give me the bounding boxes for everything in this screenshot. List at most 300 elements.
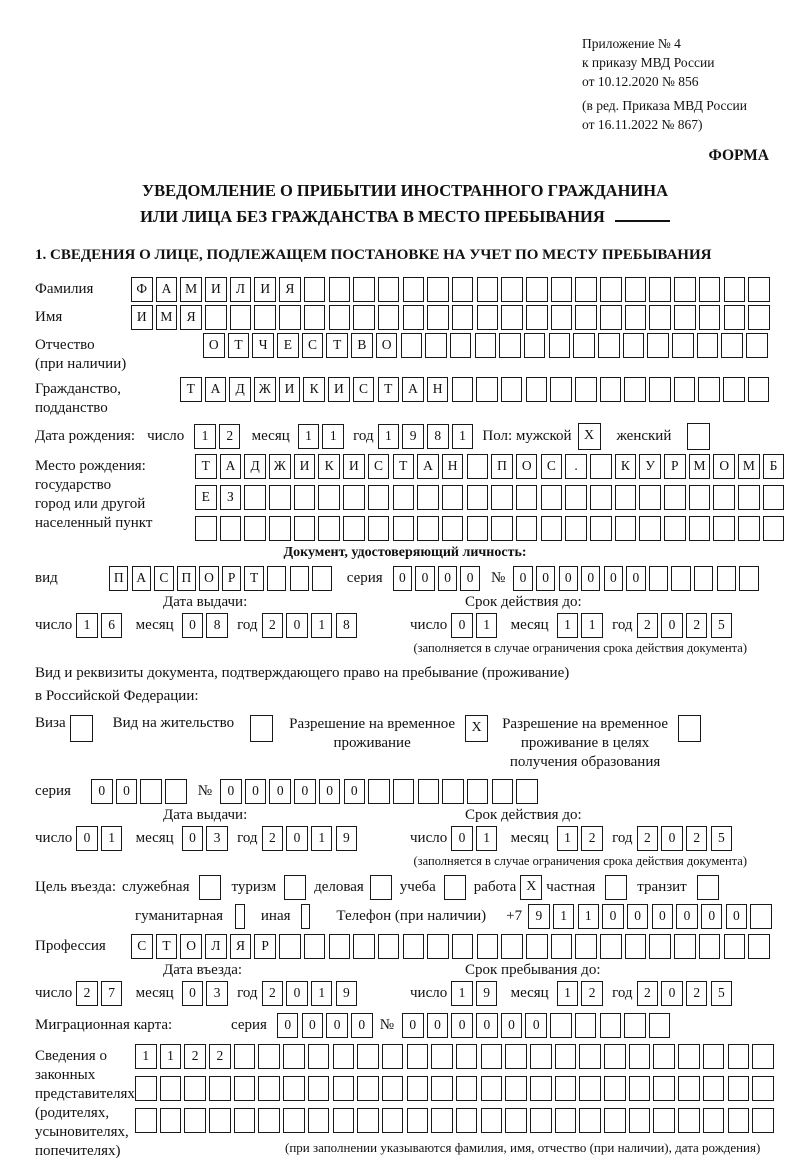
char-box[interactable] [308, 1076, 330, 1101]
char-box[interactable] [476, 377, 498, 402]
char-box[interactable]: 2 [686, 826, 708, 851]
char-box[interactable] [526, 934, 548, 959]
char-box[interactable]: 0 [476, 1013, 498, 1038]
char-box[interactable]: 1 [378, 424, 400, 449]
char-box[interactable]: 2 [209, 1044, 231, 1069]
char-box[interactable] [431, 1076, 453, 1101]
char-box[interactable] [477, 305, 499, 330]
char-box[interactable]: З [220, 485, 242, 510]
char-box[interactable]: 0 [344, 779, 366, 804]
char-box[interactable]: 0 [559, 566, 578, 591]
char-box[interactable]: А [402, 377, 424, 402]
char-box[interactable] [481, 1044, 503, 1069]
char-box[interactable]: 0 [661, 826, 683, 851]
char-box[interactable] [615, 516, 637, 541]
char-box[interactable] [551, 934, 573, 959]
char-box[interactable] [407, 1076, 429, 1101]
doc-kind-boxes[interactable] [109, 566, 335, 591]
entry-year-boxes[interactable] [262, 981, 361, 1006]
char-box[interactable]: 2 [581, 981, 603, 1006]
char-box[interactable] [294, 485, 316, 510]
char-box[interactable] [549, 333, 571, 358]
char-box[interactable] [555, 1076, 577, 1101]
representatives-boxes-row3[interactable] [135, 1108, 777, 1133]
char-box[interactable] [565, 485, 587, 510]
char-box[interactable] [329, 305, 351, 330]
passport-issue-year-boxes[interactable] [262, 613, 361, 638]
sex-male-checkbox[interactable]: X [578, 423, 601, 450]
char-box[interactable]: 1 [578, 904, 600, 929]
char-box[interactable]: М [689, 454, 711, 479]
char-box[interactable] [501, 277, 523, 302]
char-box[interactable]: 0 [427, 1013, 449, 1038]
char-box[interactable] [625, 305, 647, 330]
char-box[interactable]: А [156, 277, 178, 302]
char-box[interactable] [625, 277, 647, 302]
char-box[interactable]: 0 [501, 1013, 523, 1038]
char-box[interactable] [258, 1044, 280, 1069]
doc-number-boxes[interactable] [513, 566, 761, 591]
char-box[interactable] [329, 934, 351, 959]
char-box[interactable]: 1 [581, 613, 603, 638]
char-box[interactable] [258, 1108, 280, 1133]
char-box[interactable]: 1 [311, 981, 333, 1006]
char-box[interactable] [318, 516, 340, 541]
char-box[interactable] [750, 904, 772, 929]
char-box[interactable]: 9 [528, 904, 550, 929]
char-box[interactable] [575, 934, 597, 959]
char-box[interactable] [550, 377, 572, 402]
char-box[interactable] [467, 454, 489, 479]
char-box[interactable] [579, 1076, 601, 1101]
char-box[interactable] [699, 305, 721, 330]
char-box[interactable] [763, 516, 785, 541]
birth-year-boxes[interactable] [378, 424, 477, 449]
char-box[interactable]: И [254, 277, 276, 302]
migration-series-boxes[interactable] [277, 1013, 376, 1038]
char-box[interactable] [283, 1076, 305, 1101]
char-box[interactable]: 0 [326, 1013, 348, 1038]
char-box[interactable] [353, 305, 375, 330]
char-box[interactable] [452, 934, 474, 959]
char-box[interactable] [382, 1076, 404, 1101]
residence-permit-checkbox[interactable] [250, 715, 273, 742]
char-box[interactable] [312, 566, 331, 591]
char-box[interactable]: С [154, 566, 173, 591]
char-box[interactable] [713, 485, 735, 510]
patronymic-boxes[interactable] [203, 333, 771, 358]
char-box[interactable]: 5 [711, 981, 733, 1006]
char-box[interactable] [516, 516, 538, 541]
char-box[interactable] [450, 333, 472, 358]
char-box[interactable] [674, 934, 696, 959]
entry-day-boxes[interactable] [76, 981, 125, 1006]
char-box[interactable] [703, 1108, 725, 1133]
stay-year-boxes[interactable] [637, 981, 736, 1006]
char-box[interactable] [746, 333, 768, 358]
char-box[interactable]: 0 [182, 826, 204, 851]
char-box[interactable]: 1 [160, 1044, 182, 1069]
char-box[interactable] [575, 305, 597, 330]
char-box[interactable] [269, 485, 291, 510]
char-box[interactable]: П [177, 566, 196, 591]
char-box[interactable]: 0 [438, 566, 457, 591]
char-box[interactable]: Т [156, 934, 178, 959]
char-box[interactable] [600, 1013, 622, 1038]
char-box[interactable] [723, 377, 745, 402]
char-box[interactable] [234, 1044, 256, 1069]
char-box[interactable]: 8 [206, 613, 228, 638]
char-box[interactable]: Я [279, 277, 301, 302]
char-box[interactable]: 2 [637, 826, 659, 851]
char-box[interactable]: 1 [553, 904, 575, 929]
char-box[interactable] [467, 516, 489, 541]
char-box[interactable]: 0 [277, 1013, 299, 1038]
char-box[interactable]: А [417, 454, 439, 479]
char-box[interactable]: 2 [262, 826, 284, 851]
char-box[interactable] [649, 377, 671, 402]
char-box[interactable] [378, 934, 400, 959]
char-box[interactable] [382, 1108, 404, 1133]
char-box[interactable]: Е [277, 333, 299, 358]
char-box[interactable] [724, 934, 746, 959]
char-box[interactable]: П [491, 454, 513, 479]
char-box[interactable] [575, 277, 597, 302]
char-box[interactable]: 0 [602, 904, 624, 929]
char-box[interactable]: И [205, 277, 227, 302]
char-box[interactable]: 0 [525, 1013, 547, 1038]
char-box[interactable] [283, 1108, 305, 1133]
char-box[interactable] [184, 1076, 206, 1101]
purpose-humanitarian-checkbox[interactable] [235, 904, 245, 929]
char-box[interactable]: 1 [311, 613, 333, 638]
char-box[interactable] [649, 305, 671, 330]
char-box[interactable] [551, 277, 573, 302]
char-box[interactable]: 0 [536, 566, 555, 591]
char-box[interactable]: 0 [286, 981, 308, 1006]
char-box[interactable]: О [199, 566, 218, 591]
char-box[interactable] [664, 485, 686, 510]
char-box[interactable]: 1 [322, 424, 344, 449]
char-box[interactable]: 0 [220, 779, 242, 804]
char-box[interactable]: С [368, 454, 390, 479]
char-box[interactable] [140, 779, 162, 804]
char-box[interactable] [279, 305, 301, 330]
char-box[interactable] [698, 377, 720, 402]
char-box[interactable] [304, 305, 326, 330]
char-box[interactable] [209, 1108, 231, 1133]
char-box[interactable] [699, 934, 721, 959]
char-box[interactable] [600, 934, 622, 959]
char-box[interactable] [343, 485, 365, 510]
char-box[interactable]: 2 [637, 981, 659, 1006]
char-box[interactable]: Т [180, 377, 202, 402]
temp-residence-edu-checkbox[interactable] [678, 715, 701, 742]
char-box[interactable] [649, 934, 671, 959]
char-box[interactable] [689, 485, 711, 510]
char-box[interactable] [333, 1108, 355, 1133]
char-box[interactable] [403, 305, 425, 330]
char-box[interactable] [304, 934, 326, 959]
char-box[interactable]: Л [205, 934, 227, 959]
char-box[interactable] [752, 1076, 774, 1101]
residence-number-boxes[interactable] [220, 779, 541, 804]
representatives-boxes-row2[interactable] [135, 1076, 777, 1101]
passport-valid-year-boxes[interactable] [637, 613, 736, 638]
char-box[interactable]: М [156, 305, 178, 330]
char-box[interactable]: 0 [76, 826, 98, 851]
char-box[interactable]: Я [180, 305, 202, 330]
phone-boxes[interactable] [528, 904, 775, 929]
char-box[interactable]: 1 [135, 1044, 157, 1069]
char-box[interactable] [452, 277, 474, 302]
char-box[interactable] [639, 516, 661, 541]
char-box[interactable]: Б [763, 454, 785, 479]
char-box[interactable] [491, 516, 513, 541]
char-box[interactable]: 1 [311, 826, 333, 851]
char-box[interactable]: 0 [676, 904, 698, 929]
char-box[interactable] [689, 516, 711, 541]
char-box[interactable] [308, 1044, 330, 1069]
char-box[interactable] [403, 934, 425, 959]
char-box[interactable] [639, 485, 661, 510]
residence-valid-day-boxes[interactable] [451, 826, 500, 851]
char-box[interactable] [184, 1108, 206, 1133]
sex-female-checkbox[interactable] [687, 423, 710, 450]
char-box[interactable] [501, 377, 523, 402]
char-box[interactable] [516, 779, 538, 804]
char-box[interactable]: И [294, 454, 316, 479]
char-box[interactable]: 1 [452, 424, 474, 449]
char-box[interactable] [598, 333, 620, 358]
char-box[interactable] [748, 377, 770, 402]
char-box[interactable]: 0 [451, 1013, 473, 1038]
char-box[interactable] [393, 485, 415, 510]
residence-issue-year-boxes[interactable] [262, 826, 361, 851]
char-box[interactable]: 7 [101, 981, 123, 1006]
char-box[interactable]: 1 [298, 424, 320, 449]
purpose-study-checkbox[interactable] [444, 875, 466, 900]
char-box[interactable] [378, 305, 400, 330]
char-box[interactable]: К [318, 454, 340, 479]
char-box[interactable] [353, 277, 375, 302]
char-box[interactable] [516, 485, 538, 510]
char-box[interactable]: 2 [262, 981, 284, 1006]
char-box[interactable] [649, 566, 668, 591]
char-box[interactable]: 2 [219, 424, 241, 449]
residence-series-boxes[interactable] [91, 779, 190, 804]
char-box[interactable] [491, 485, 513, 510]
char-box[interactable]: Е [195, 485, 217, 510]
char-box[interactable]: 2 [184, 1044, 206, 1069]
char-box[interactable]: 0 [182, 613, 204, 638]
char-box[interactable] [442, 516, 464, 541]
char-box[interactable] [425, 333, 447, 358]
char-box[interactable] [526, 305, 548, 330]
char-box[interactable]: 0 [627, 904, 649, 929]
char-box[interactable] [703, 1076, 725, 1101]
char-box[interactable] [357, 1044, 379, 1069]
char-box[interactable] [244, 485, 266, 510]
purpose-work-checkbox[interactable]: X [520, 875, 542, 900]
purpose-other-checkbox[interactable] [301, 904, 311, 929]
char-box[interactable] [160, 1108, 182, 1133]
char-box[interactable]: 9 [336, 826, 358, 851]
char-box[interactable]: 1 [76, 613, 98, 638]
temp-residence-permit-checkbox[interactable]: X [465, 715, 488, 742]
char-box[interactable]: 0 [661, 613, 683, 638]
char-box[interactable]: 0 [661, 981, 683, 1006]
char-box[interactable] [505, 1108, 527, 1133]
char-box[interactable]: Л [230, 277, 252, 302]
residence-valid-year-boxes[interactable] [637, 826, 736, 851]
char-box[interactable] [590, 454, 612, 479]
char-box[interactable] [308, 1108, 330, 1133]
char-box[interactable] [290, 566, 309, 591]
char-box[interactable] [267, 566, 286, 591]
char-box[interactable] [575, 377, 597, 402]
char-box[interactable] [135, 1108, 157, 1133]
char-box[interactable]: 0 [402, 1013, 424, 1038]
char-box[interactable] [220, 516, 242, 541]
char-box[interactable] [378, 277, 400, 302]
residence-issue-day-boxes[interactable] [76, 826, 125, 851]
purpose-transit-checkbox[interactable] [697, 875, 719, 900]
char-box[interactable]: 1 [557, 981, 579, 1006]
char-box[interactable] [728, 1076, 750, 1101]
char-box[interactable]: 0 [286, 826, 308, 851]
char-box[interactable] [431, 1108, 453, 1133]
char-box[interactable]: К [303, 377, 325, 402]
char-box[interactable] [703, 1044, 725, 1069]
char-box[interactable] [697, 333, 719, 358]
char-box[interactable] [417, 485, 439, 510]
char-box[interactable] [475, 333, 497, 358]
char-box[interactable]: 9 [476, 981, 498, 1006]
char-box[interactable] [427, 277, 449, 302]
char-box[interactable] [368, 485, 390, 510]
char-box[interactable]: И [131, 305, 153, 330]
char-box[interactable]: 5 [711, 613, 733, 638]
char-box[interactable]: А [205, 377, 227, 402]
char-box[interactable] [752, 1108, 774, 1133]
char-box[interactable] [530, 1076, 552, 1101]
char-box[interactable]: 1 [476, 826, 498, 851]
char-box[interactable] [269, 516, 291, 541]
char-box[interactable]: 3 [206, 826, 228, 851]
char-box[interactable]: 2 [262, 613, 284, 638]
char-box[interactable]: А [132, 566, 151, 591]
char-box[interactable] [541, 485, 563, 510]
purpose-private-checkbox[interactable] [605, 875, 627, 900]
char-box[interactable]: Т [228, 333, 250, 358]
char-box[interactable] [258, 1076, 280, 1101]
passport-issue-day-boxes[interactable] [76, 613, 125, 638]
char-box[interactable] [724, 277, 746, 302]
char-box[interactable] [624, 1013, 646, 1038]
char-box[interactable]: Р [664, 454, 686, 479]
passport-valid-day-boxes[interactable] [451, 613, 500, 638]
char-box[interactable] [456, 1076, 478, 1101]
char-box[interactable] [763, 485, 785, 510]
char-box[interactable] [623, 333, 645, 358]
char-box[interactable]: 0 [302, 1013, 324, 1038]
char-box[interactable]: 2 [686, 613, 708, 638]
char-box[interactable]: 8 [427, 424, 449, 449]
char-box[interactable]: 0 [319, 779, 341, 804]
char-box[interactable]: 0 [701, 904, 723, 929]
char-box[interactable] [279, 934, 301, 959]
char-box[interactable]: 1 [101, 826, 123, 851]
char-box[interactable] [526, 377, 548, 402]
char-box[interactable] [505, 1076, 527, 1101]
char-box[interactable] [550, 1013, 572, 1038]
char-box[interactable]: 0 [460, 566, 479, 591]
char-box[interactable]: 0 [451, 826, 473, 851]
char-box[interactable] [452, 377, 474, 402]
char-box[interactable] [505, 1044, 527, 1069]
char-box[interactable]: Д [244, 454, 266, 479]
char-box[interactable] [738, 485, 760, 510]
char-box[interactable] [748, 277, 770, 302]
char-box[interactable] [477, 934, 499, 959]
char-box[interactable]: 0 [351, 1013, 373, 1038]
char-box[interactable]: Т [195, 454, 217, 479]
char-box[interactable]: 0 [294, 779, 316, 804]
char-box[interactable] [442, 485, 464, 510]
char-box[interactable] [477, 277, 499, 302]
stay-month-boxes[interactable] [557, 981, 606, 1006]
char-box[interactable]: П [109, 566, 128, 591]
char-box[interactable] [467, 485, 489, 510]
char-box[interactable] [604, 1076, 626, 1101]
char-box[interactable]: Н [442, 454, 464, 479]
char-box[interactable] [160, 1076, 182, 1101]
char-box[interactable] [671, 566, 690, 591]
entry-month-boxes[interactable] [182, 981, 231, 1006]
char-box[interactable]: У [639, 454, 661, 479]
purpose-business-checkbox[interactable] [370, 875, 392, 900]
char-box[interactable] [674, 305, 696, 330]
char-box[interactable] [672, 333, 694, 358]
visa-checkbox[interactable] [70, 715, 93, 742]
char-box[interactable] [717, 566, 736, 591]
char-box[interactable]: О [203, 333, 225, 358]
char-box[interactable]: И [328, 377, 350, 402]
char-box[interactable]: 3 [206, 981, 228, 1006]
char-box[interactable] [579, 1044, 601, 1069]
char-box[interactable]: Я [230, 934, 252, 959]
char-box[interactable] [205, 305, 227, 330]
char-box[interactable] [647, 333, 669, 358]
char-box[interactable]: 2 [637, 613, 659, 638]
char-box[interactable] [244, 516, 266, 541]
purpose-official-checkbox[interactable] [199, 875, 221, 900]
char-box[interactable] [382, 1044, 404, 1069]
char-box[interactable]: Р [254, 934, 276, 959]
char-box[interactable] [575, 1013, 597, 1038]
char-box[interactable] [728, 1108, 750, 1133]
char-box[interactable] [664, 516, 686, 541]
char-box[interactable] [748, 934, 770, 959]
char-box[interactable] [629, 1044, 651, 1069]
char-box[interactable] [600, 277, 622, 302]
char-box[interactable]: С [131, 934, 153, 959]
char-box[interactable]: С [541, 454, 563, 479]
char-box[interactable] [555, 1108, 577, 1133]
char-box[interactable] [699, 277, 721, 302]
passport-issue-month-boxes[interactable] [182, 613, 231, 638]
